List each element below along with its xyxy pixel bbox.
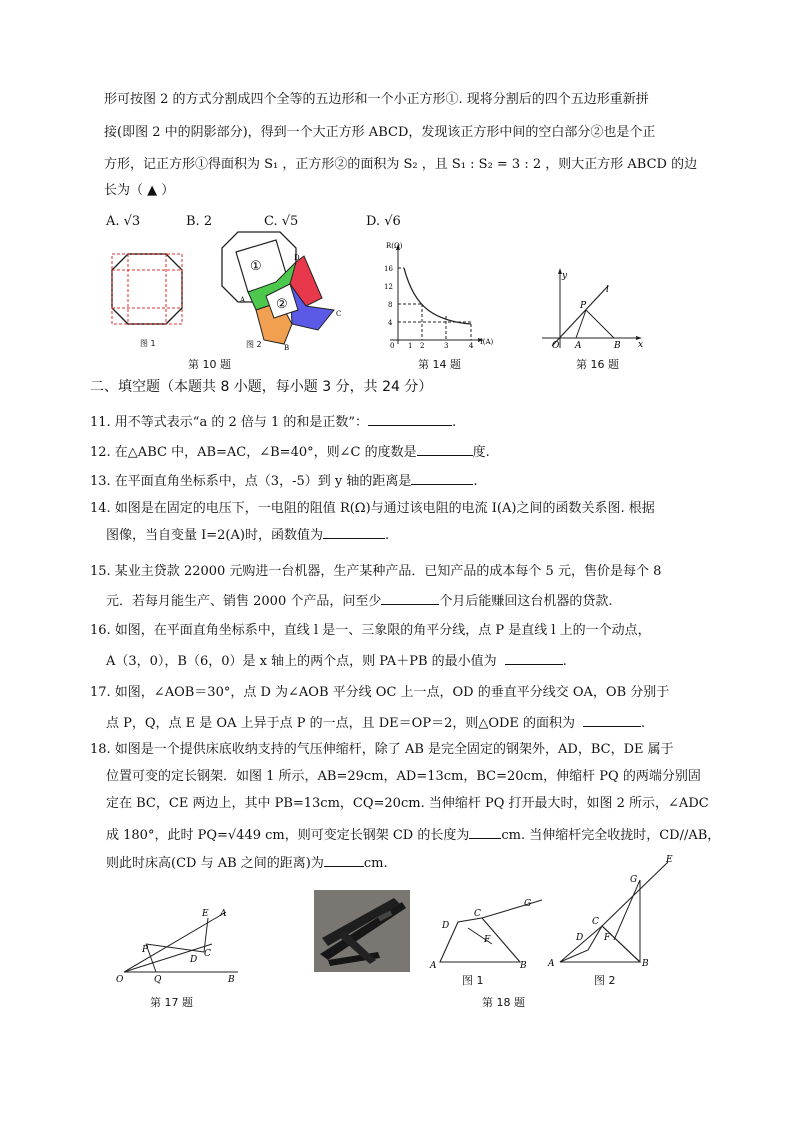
fig18-sub1-caption: 图 1 xyxy=(462,974,484,987)
q12-end: 度. xyxy=(472,445,490,460)
fig14-y-tick-12: 12 xyxy=(384,283,393,291)
q10-line-1: 形可按图 2 的方式分割成四个全等的五边形和一个小正方形①. 现将分割后的四个五边形重新拼 xyxy=(104,92,649,107)
fig18-fig1-label-d: D xyxy=(442,921,450,931)
fig14-y-tick-8: 8 xyxy=(388,301,393,309)
fig18-fig1-label-g: G xyxy=(524,899,532,909)
q15-line-2 xyxy=(106,592,613,611)
q16-line-1: 16. 如图，在平面直角坐标系中，直线 l 是一、三象限的角平分线，点 P 是直线 l 上的一个动点， xyxy=(90,623,651,638)
fig16-label-b: B xyxy=(614,341,621,351)
q16-answer-blank[interactable] xyxy=(505,652,563,665)
fig14-x-tick-3: 3 xyxy=(444,342,449,350)
q10-line-2: 接(即图 2 中的阴影部分)，得到一个大正方形 ABCD，发现该正方形中间的空白部分②也是个正 xyxy=(104,125,656,140)
fig17-label-o: O xyxy=(116,975,124,985)
fig14-y-axis-label: R(Ω) xyxy=(386,242,403,250)
q10-option-a: A. √3 xyxy=(106,214,141,229)
q17-text: 点 P，Q，点 E 是 OA 上异于点 P 的一点，且 DE＝OP＝2，则△ODE 的面积为 xyxy=(106,716,576,731)
fig17-label-b: B xyxy=(228,975,235,985)
fig18-fig1-label-c: C xyxy=(474,909,481,919)
fig16-caption: 第 16 题 xyxy=(576,358,619,371)
q13-answer-blank[interactable] xyxy=(411,472,473,485)
fig14-x-tick-1: 1 xyxy=(408,342,413,350)
q15-end: 个月后能赚回这台机器的贷款. xyxy=(439,594,613,609)
fig18-fig2-label-c: C xyxy=(592,917,599,927)
fig18-sub2-caption: 图 2 xyxy=(594,974,616,987)
fig18-fig1-label-a: A xyxy=(430,961,437,971)
fig16-graph xyxy=(538,268,648,352)
q18-line-2: 位置可变的定长钢架．如图 1 所示，AB=29cm，AD=13cm，BC=20cm，伸缩杆 PQ 的两端分别固 xyxy=(106,769,701,784)
fig10-figure-1 xyxy=(108,250,188,330)
q10-option-d: D. √6 xyxy=(366,214,401,229)
fig18-fig2-label-f: F xyxy=(604,933,611,943)
q18-text-a: 成 180°，此时 PQ=√449 cm，则可变定长钢架 CD 的长度为 xyxy=(106,828,470,843)
q18-end: cm. xyxy=(363,856,388,871)
fig14-origin: 0 xyxy=(390,342,395,350)
q11-text: 11. 用不等式表示“a 的 2 倍与 1 的和是正数”： xyxy=(90,415,369,430)
fig14-x-axis-label: I(A) xyxy=(480,338,494,346)
fig10-caption: 第 10 题 xyxy=(188,358,231,371)
q17-line-1: 17. 如图，∠AOB＝30°，点 D 为∠AOB 平分线 OC 上一点，OD 的垂直平分线交 OA，OB 分别于 xyxy=(90,685,670,700)
fig16-label-x: x xyxy=(638,340,644,350)
fig17-caption: 第 17 题 xyxy=(150,996,193,1009)
fig16-label-p: P xyxy=(580,301,587,311)
fig14-graph xyxy=(368,240,498,350)
fig14-x-tick-2: 2 xyxy=(420,342,425,350)
q12-text: 12. 在△ABC 中，AB=AC，∠B=40°，则∠C 的度数是 xyxy=(90,445,417,460)
q12-answer-blank[interactable] xyxy=(417,443,473,456)
fig18-fig2-label-g: G xyxy=(630,875,638,885)
q10-line-3: 方形，记正方形①得面积为 S₁ ，正方形②的面积为 S₂ ，且 S₁ : S₂ = 3 : 2 ，则大正方形 ABCD 的边 xyxy=(104,157,698,172)
q18-text-c: 则此时床高(CD 与 AB 之间的距离)为 xyxy=(106,856,324,871)
q18-line-5 xyxy=(106,854,388,873)
fig18-figure-1 xyxy=(428,890,548,970)
q14-end: . xyxy=(384,528,390,543)
fig17-label-e: E xyxy=(202,909,209,919)
fig10-vertex-c: C xyxy=(336,310,342,318)
q16-line-2 xyxy=(106,652,567,671)
q13-end: . xyxy=(473,474,478,489)
q16-text: A（3，0），B（6，0）是 x 轴上的两个点，则 PA＋PB 的最小值为 xyxy=(106,654,497,669)
q14-answer-blank[interactable] xyxy=(323,526,385,539)
fig10-sub2-caption: 图 2 xyxy=(246,340,262,349)
fig14-caption: 第 14 题 xyxy=(418,358,461,371)
q17-end: . xyxy=(641,716,646,731)
fig14-y-tick-4: 4 xyxy=(388,319,393,327)
q12 xyxy=(90,443,490,462)
fig17-label-q: Q xyxy=(154,975,162,985)
q13-text: 13. 在平面直角坐标系中，点（3，-5）到 y 轴的距离是 xyxy=(90,474,412,489)
fig17-label-p: P xyxy=(142,945,149,955)
fig16-label-o: O xyxy=(552,341,560,351)
fig18-figure-2 xyxy=(544,852,684,970)
q14-line-2 xyxy=(106,526,389,545)
q14-line-1: 14. 如图是在固定的电压下，一电阻的阻值 R(Ω)与通过该电阻的电流 I(A)之间的函数关系图. 根据 xyxy=(90,501,655,516)
fig16-label-l: l xyxy=(606,285,609,295)
fig17-label-a: A xyxy=(220,909,227,919)
fig10-figure-2 xyxy=(214,226,344,351)
fig17-figure xyxy=(116,904,246,984)
q13 xyxy=(90,472,478,491)
fig18-fig2-label-a: A xyxy=(548,959,555,969)
fig18-fig1-label-b: B xyxy=(520,961,527,971)
q17-line-2 xyxy=(106,714,645,733)
q18-line-4 xyxy=(106,826,720,845)
q18-answer-blank-1[interactable] xyxy=(469,826,501,839)
q11-end: . xyxy=(452,415,457,430)
fig18-fig2-label-b: B xyxy=(642,959,649,969)
fig10-vertex-d: D xyxy=(294,254,300,262)
q18-answer-blank-2[interactable] xyxy=(324,854,364,867)
q18-line-3: 定在 BC，CE 两边上，其中 PB=13cm，CQ=20cm. 当伸缩杆 PQ 打开最大时，如图 2 所示，∠ADC xyxy=(106,796,709,811)
fig18-photo xyxy=(314,890,410,972)
q18-text-b: cm. 当伸缩杆完全收拢时，CD//AB， xyxy=(501,828,721,843)
fig17-label-d: D xyxy=(190,955,198,965)
fig10-vertex-a: A xyxy=(240,296,246,304)
fig16-label-y: y xyxy=(562,271,568,281)
fig16-label-a: A xyxy=(575,341,582,351)
fig18-fig1-label-f: F xyxy=(484,935,491,945)
q10-line-4: 长为（ ▲ ） xyxy=(104,183,175,198)
fig18-caption: 第 18 题 xyxy=(482,996,525,1009)
fig14-x-tick-4: 4 xyxy=(469,342,474,350)
fig14-y-tick-16: 16 xyxy=(384,265,393,273)
fig18-fig2-label-e: E xyxy=(666,855,673,865)
fig10-label-1: ① xyxy=(250,259,262,274)
q16-end: . xyxy=(562,654,567,669)
fig17-label-c: C xyxy=(204,949,211,959)
q14-text: 图像，当自变量 I=2(A)时，函数值为 xyxy=(106,528,323,543)
q15-text: 元．若每月能生产、销售 2000 个产品，问至少 xyxy=(106,594,382,609)
q15-line-1: 15. 某业主贷款 22000 元购进一台机器，生产某种产品．已知产品的成本每个 5 元，售价是每个 8 xyxy=(90,564,662,579)
q10-option-c: C. √5 xyxy=(264,214,299,229)
fig10-sub1-caption: 图 1 xyxy=(140,339,156,348)
q11-answer-blank[interactable] xyxy=(368,413,452,426)
q11 xyxy=(90,413,456,432)
q18-line-1: 18. 如图是一个提供床底收纳支持的气压伸缩杆，除了 AB 是完全固定的钢架外，AD，BC，DE 属于 xyxy=(90,742,674,757)
q17-answer-blank[interactable] xyxy=(583,714,641,727)
section-2-title: 二、填空题（本题共 8 小题，每小题 3 分，共 24 分） xyxy=(90,379,433,395)
q15-answer-blank[interactable] xyxy=(381,592,439,605)
q10-option-b: B. 2 xyxy=(186,214,213,229)
fig10-vertex-b: B xyxy=(284,344,290,352)
fig18-fig2-label-d: D xyxy=(576,933,584,943)
fig10-label-2: ② xyxy=(276,297,288,312)
